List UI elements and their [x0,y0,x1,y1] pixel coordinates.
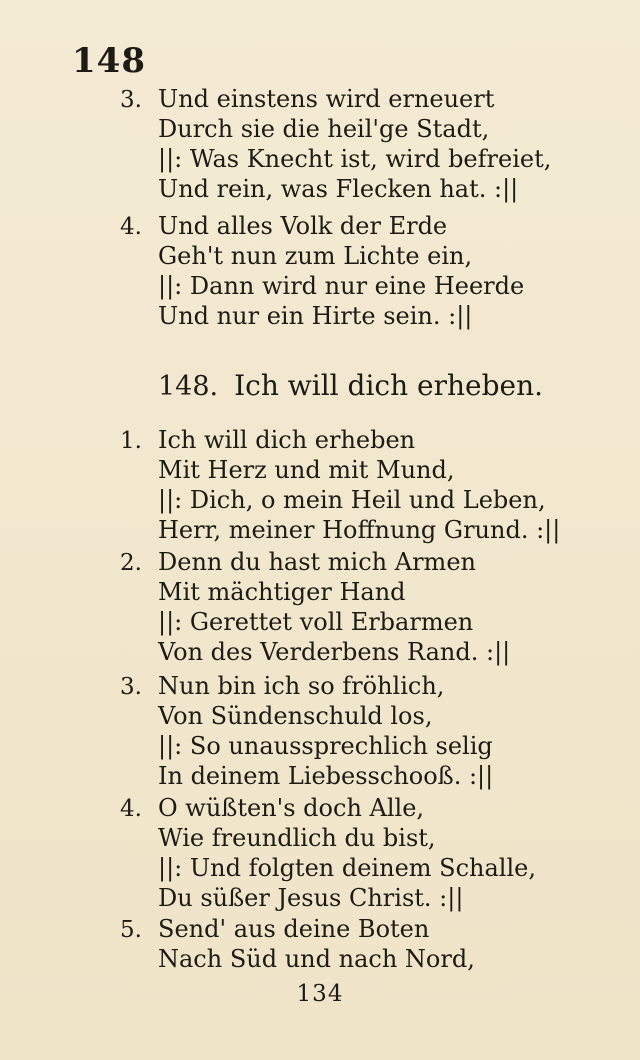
verse-text: Ich will dich erheben [158,426,416,454]
verse-text: Mit Herz und mit Mund, [158,456,455,484]
prev-hymn-verse-4 [120,211,600,331]
verse-line [120,425,600,455]
verse-line [120,607,600,637]
verse-text: Du süßer Jesus Christ. :|| [158,884,464,912]
hymn-verse-4 [120,793,600,913]
verse-text: Und einstens wird erneuert [158,85,495,113]
verse-line [120,241,600,271]
verse-text: Herr, meiner Hoffnung Grund. :|| [158,516,561,544]
verse-line [120,515,600,545]
verse-text: O wüßten's doch Alle, [158,794,425,822]
hymn-verse-5 [120,914,600,974]
prev-hymn-verse-3 [120,84,600,204]
hymn-name: Ich will dich erheben. [234,369,544,402]
verse-text: ||: Dann wird nur eine Heerde [158,272,525,300]
verse-line [120,485,600,515]
verse-line [120,914,600,944]
verse-line [120,84,600,114]
verse-line [120,793,600,823]
verse-line [120,853,600,883]
verse-number: 4. [120,214,142,240]
hymn-title [158,366,543,406]
verse-line [120,271,600,301]
hymn-number: 148. [158,371,219,402]
page-number: 134 [296,981,344,1007]
verse-line [120,301,600,331]
verse-number: 3. [120,87,142,113]
verse-line [120,883,600,913]
hymn-verse-3 [120,671,600,791]
verse-line [120,455,600,485]
verse-number: 5. [120,917,142,943]
verse-text: ||: Gerettet voll Erbarmen [158,608,474,636]
verse-number: 4. [120,796,142,822]
verse-number: 3. [120,674,142,700]
verse-line [120,823,600,853]
verse-text: Wie freundlich du bist, [158,824,436,852]
verse-line [120,114,600,144]
verse-text: ||: Dich, o mein Heil und Leben, [158,486,546,514]
verse-number: 2. [120,550,142,576]
verse-text: ||: Und folgten deinem Schalle, [158,854,536,882]
verse-line [120,144,600,174]
verse-text: Mit mächtiger Hand [158,578,406,606]
verse-text: Und rein, was Flecken hat. :|| [158,175,519,203]
verse-text: Nach Süd und nach Nord, [158,945,475,973]
verse-text: Nun bin ich so fröhlich, [158,672,445,700]
hymn-verse-2 [120,547,600,667]
verse-line [120,944,600,974]
verse-text: Send' aus deine Boten [158,915,430,943]
verse-line [120,637,600,667]
verse-line [120,547,600,577]
verse-line [120,671,600,701]
verse-text: ||: Was Knecht ist, wird befreiet, [158,145,552,173]
verse-text: In deinem Liebesschooß. :|| [158,762,494,790]
verse-text: ||: So unaussprechlich selig [158,732,493,760]
verse-text: Denn du hast mich Armen [158,548,476,576]
verse-text: Von des Verderbens Rand. :|| [158,638,511,666]
running-head: 148 [72,41,146,81]
verse-line [120,731,600,761]
verse-text: Und alles Volk der Erde [158,212,448,240]
verse-text: Und nur ein Hirte sein. :|| [158,302,473,330]
hymn-verse-1 [120,425,600,545]
verse-text: Geh't nun zum Lichte ein, [158,242,473,270]
verse-text: Durch sie die heil'ge Stadt, [158,115,490,143]
verse-line [120,761,600,791]
verse-line [120,211,600,241]
verse-number: 1. [120,428,142,454]
verse-line [120,174,600,204]
verse-line [120,577,600,607]
verse-line [120,701,600,731]
verse-text: Von Sündenschuld los, [158,702,433,730]
